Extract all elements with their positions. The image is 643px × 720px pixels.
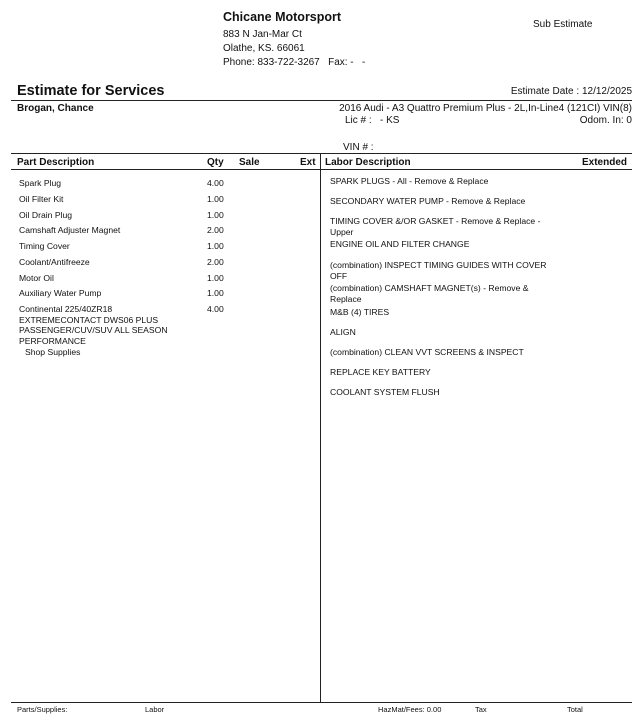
part-description: Coolant/Antifreeze [19,257,90,267]
part-description: Spark Plug [19,178,62,188]
shop-supplies-label: Shop Supplies [25,347,81,357]
part-qty: 4.00 [207,178,224,188]
header-ext: Ext [300,157,316,168]
title-divider [11,100,632,101]
footer-tax: Tax [475,705,487,714]
part-qty: 1.00 [207,241,224,251]
vehicle-description: 2016 Audi - A3 Quattro Premium Plus - 2L,In-Line4 (121CI) VIN(8) [339,103,632,114]
footer-parts-supplies: Parts/Supplies: [17,705,68,714]
header-sale: Sale [239,157,260,168]
shop-name: Chicane Motorsport [223,10,342,24]
part-description: Oil Drain Plug [19,210,73,220]
part-description: Continental 225/40ZR18 EXTREMECONTACT DWS06 PLUS PASSENGER/CUV/SUV ALL SEASON PERFORMANCE [19,304,168,346]
odometer-reading: Odom. In: 0 [579,115,632,126]
part-description: Auxiliary Water Pump [19,288,102,298]
footer-total: Total [567,705,583,714]
labor-item: ALIGN [330,327,356,337]
page-title: Estimate for Services [17,83,165,99]
license-plate: Lic # : - KS [345,115,400,126]
footer-hazmat-fees: HazMat/Fees: 0.00 [378,705,442,714]
table-header-top-rule [11,153,632,154]
shop-address-line2: Olathe, KS. 66061 [223,43,305,54]
shop-address-line1: 883 N Jan-Mar Ct [223,29,302,40]
shop-phone-fax: Phone: 833-722-3267 Fax: - - [223,57,366,68]
header-qty: Qty [207,157,224,168]
part-qty: 1.00 [207,194,224,204]
header-part-description: Part Description [17,157,95,168]
estimate-date: Estimate Date : 12/12/2025 [510,86,632,97]
part-qty: 2.00 [207,257,224,267]
part-qty: 4.00 [207,304,224,314]
labor-item: (combination) CLEAN VVT SCREENS & INSPECT [330,347,524,357]
labor-item: TIMING COVER &/OR GASKET - Remove & Replace - Upper [330,216,541,237]
labor-item: SECONDARY WATER PUMP - Remove & Replace [330,196,526,206]
labor-item: M&B (4) TIRES [330,307,390,317]
part-qty: 1.00 [207,210,224,220]
column-divider [320,153,321,702]
customer-name: Brogan, Chance [17,103,94,114]
vin-label: VIN # : [343,142,374,153]
part-description: Timing Cover [19,241,70,251]
header-extended: Extended [581,157,627,168]
footer-rule [11,702,632,703]
part-qty: 1.00 [207,273,224,283]
part-description: Oil Filter Kit [19,194,64,204]
part-qty: 2.00 [207,225,224,235]
labor-item: (combination) INSPECT TIMING GUIDES WITH COVER OFF [330,260,547,281]
footer-labor: Labor [145,705,165,714]
labor-item: COOLANT SYSTEM FLUSH [330,387,440,397]
labor-item: ENGINE OIL AND FILTER CHANGE [330,239,470,249]
sub-estimate-label: Sub Estimate [533,19,593,30]
labor-item: (combination) CAMSHAFT MAGNET(s) - Remove & Replace [330,283,529,304]
table-header-bottom-rule [11,169,632,170]
part-qty: 1.00 [207,288,224,298]
header-labor-description: Labor Description [325,157,411,168]
labor-item: SPARK PLUGS - All - Remove & Replace [330,176,489,186]
part-description: Camshaft Adjuster Magnet [19,225,121,235]
part-description: Motor Oil [19,273,54,283]
labor-item: REPLACE KEY BATTERY [330,367,431,377]
